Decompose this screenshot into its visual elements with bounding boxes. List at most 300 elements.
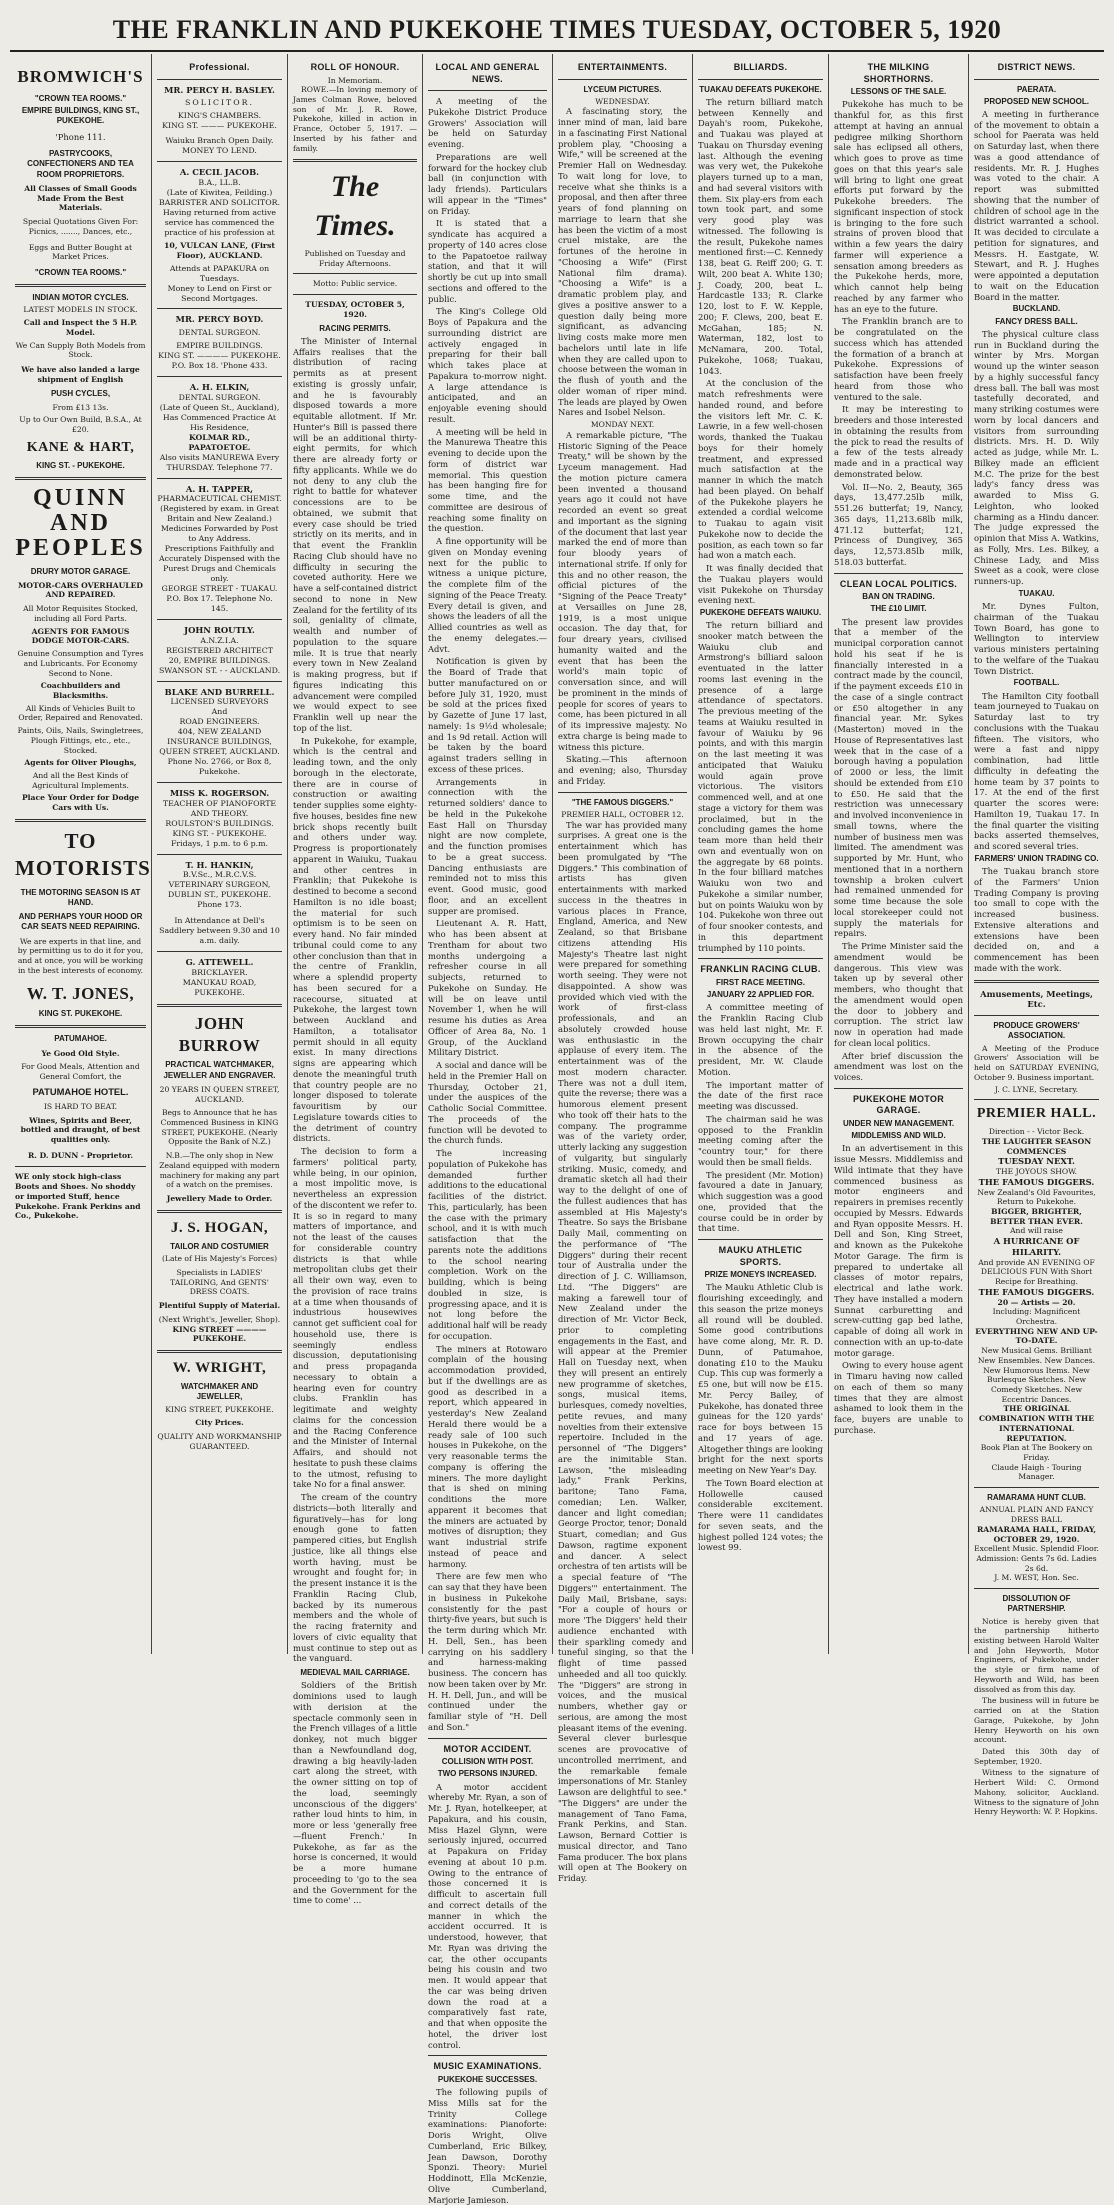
jacob-line: Having returned from active service has commenced the practice of his profession at [162,207,276,237]
column-6-sport [693,54,829,1654]
routly-line: REGISTERED ARCHITECT [166,645,273,655]
racing-club-heading: FRANKLIN RACING CLUB. [700,964,821,975]
tapper-line: P.O. Box 17. Telephone No. 145. [166,594,273,614]
dissolution-para: Dated this 30th day of September, 1920. [974,1746,1099,1766]
buckland-sub: BUCKLAND. [1012,304,1061,314]
kane-hart: KANE & HART, [26,439,135,455]
ramarama-heading: RAMARAMA HUNT CLUB. [987,1493,1086,1503]
district-heading: DISTRICT NEWS. [997,62,1076,72]
premier-line: Including: Magnificent Orchestra. [992,1307,1081,1326]
roll-of-honour-heading: ROLL OF HONOUR. [310,62,400,72]
tuakau-sub: TUAKAU. [1018,588,1055,598]
times-date: TUESDAY, OCTOBER 5, 1920. [305,300,405,319]
premier-line: THE LAUGHTER SEASON COMMENCES [981,1136,1092,1156]
premier-line: New Musical Gems. Brilliant New Ensembles. New Dances. New Humorous Items. New Burlesque Sketches. New Comedy Sketches. New Eccentric Dances. [977,1346,1096,1404]
article-para: The present law provides that a member of the municipal corporation cannot hold his seat if he is financially interested in a contract made by the council, if the payment exceeds £10 in the case of a single contract or £50 altogether in any financial year. Mr. Sykes (Masterton) moved in the House of Representatives last week that in the case of a borough having a population of 2000 or less, the limit should be extended from £10 to £50. He said that the restriction was unnecessary and involved inconvenience in small towns, where the number of business men was limited. The amendment was supported by Mr. Hunt, who mentioned that in a northern township a broken culvert had remained unmended for some time because the sole local storekeeper could not supply the materials for repairs. [834,616,963,939]
bromwich-phone: 'Phone 111. [55,132,106,143]
hogan-line: (Next Wright's, Jeweller, Shop). [158,1314,281,1324]
entertainments-heading: ENTERTAINMENTS. [577,62,668,72]
column-3-editorial [288,54,423,1906]
divider [157,619,282,620]
news-para: It is stated that a syndicate has acquired a property of 140 acres close to the Papatoetoe railway station, and that it will shortly be cut up into small sections and offered to the public. [428,218,547,304]
burrow-line: N.B.—The only shop in New Zealand equipped with modern machinery for making any part of a watch on the premises. [159,1151,280,1190]
tapper-line: (Registered by exam. in Great Britain and New Zealand.) [160,504,279,524]
garage-sub: UNDER NEW MANAGEMENT. [842,1118,955,1128]
boyd-name: MR. PERCY BOYD. [175,314,264,325]
premier-line: And provide AN EVENING OF DELICIOUS FUN With Short Recipe for Breathing. [978,1257,1095,1287]
article-para: The Franklin branch are to be congratulated on the success which has attended the formation of a branch at Pukekohe. Expressions of satisfaction have been freely heard from those who ventured to the sale. [834,316,963,402]
district-para: The Tuakau branch store of the Farmers' Union Trading Company is proving too small to cope with the increased business. Extensive alterations and extensions have been decided on, and a commencement has been made with the work. [974,866,1099,973]
column-8-district [969,54,1104,1817]
divider [293,294,417,295]
monday-sub: MONDAY NEXT. [590,420,655,430]
drury-line-5: Coachbuilders and Blacksmiths. [40,681,121,700]
sport-para: The chairman said he was opposed to the Franklin meeting coming after the "country tour," for there would then be small fields. [698,1113,823,1167]
drury-line-2: All Motor Requisites Stocked, including all Ford Parts. [23,604,138,623]
premier-line: THE ORIGINAL COMBINATION WITH THE INTERNATIONAL REPUTATION. [978,1404,1095,1443]
card-elkin [157,382,282,473]
garage-sub2: MIDDLEMISS AND WILD. [851,1131,946,1141]
hankin-name: T. H. HANKIN, [185,859,254,870]
tm-line-1: THE MOTORING SEASON IS AT HAND. [20,887,141,907]
elkin-line: KOLMAR RD., PAPATOETOE. [188,432,251,452]
premier-line: Claude Haigh - Touring Manager. [991,1462,1082,1482]
divider [157,854,282,855]
hogan-line: Plentiful Supply of Material. [158,1301,281,1311]
divider [698,1239,823,1240]
bromwich-eggs: Eggs and Butter Bought at Market Prices. [28,242,133,262]
burrow-line: 20 YEARS IN QUEEN STREET, AUCKLAND. [159,1084,280,1104]
buckland-sub2: FANCY DRESS BALL. [995,316,1078,326]
news-para: Arrangements in connection with the returned soldiers' dance to be held in the Pukekohe East Hall on Thursday night are now complete, and the function promises to be a great success. Dancing enthusiasts are reminded not to miss this event. Good music, good floor, and an excellent supper are promised. [428,776,547,916]
times-title: The Times. [314,170,396,242]
drury-line-8: Agents for Oliver Ploughs, [24,758,137,768]
premier-line: Direction - - Victor Beck. [988,1127,1085,1137]
push-cycles: PUSH CYCLES, [50,389,111,399]
premier-line: Book Plan at The Bookery on Friday. [980,1443,1093,1462]
motor-sub: COLLISION WITH POST. [441,1757,534,1767]
column-4-local-news [423,54,553,2205]
editorial-para: The Minister of Internal Affairs realises that the distribution of racing permits as at present existing is grossly unfair, and he is favourably disposed towards a more equitable allotment. If Mr. Hunter's Bill is passed there will be an additional thirty-eight permits, for which there are already forty or fifty applicants. While we do not deny to any club the right to battle for whatever concessions are to be obtained, we submit that every case should be tried strictly on its merits, and in that event the Franklin Racing Club should have no difficulty in securing the coveted authority. Here we have a self-contained district second to none in New Zealand for the fertility of its soil, geniality of climate, wealth and number of population to the square mile. It is true that nearly every town in New Zealand is making progress, but if figures indicating this advancement were compiled we would expect to see Franklin well up near the top of the list. [293,335,417,733]
divider [293,273,417,274]
divider [698,958,823,959]
sport-para: A committee meeting of the Franklin Racing Club was held last night, Mr. F. Brown occupying the chair in the absence of the president, Mr. W. Claude Motion. [698,1002,823,1077]
clean-politics-heading: CLEAN LOCAL POLITICS. [839,578,958,589]
sport-para: The important matter of the date of the first race meeting was discussed. [698,1079,823,1112]
card-basley [157,85,282,157]
routly-line: SWANSON ST. - - AUCKLAND. [158,665,281,675]
divider [157,681,282,682]
elkin-line: DENTAL SURGEON. [178,392,261,402]
column-2-professional [152,54,288,1654]
columns [10,54,1104,2205]
attewell-line: PUKEKOHE. [194,987,245,997]
divider [15,1166,146,1167]
premier-line: A HURRICANE OF HILARITY. [993,1236,1080,1257]
wright-line: KING STREET, PUKEKOHE. [165,1404,274,1414]
premier-sub: PREMIER HALL, OCTOBER 12. [561,809,684,819]
drury-line-1: MOTOR-CARS OVERHAULED AND REPAIRED. [18,580,143,600]
hankin-line: Phone 173. [197,900,242,910]
pat-line-2: For Good Meals, Attention and General Comfort, the [21,1062,140,1082]
boyd-line: P.O. Box 18. 'Phone 433. [171,361,268,371]
racing-permits-heading: RACING PERMITS. [319,323,391,333]
jones-addr: KING ST. PUKEKOHE. [38,1009,123,1019]
district-para: The physical culture class run in Buckland during the winter by Mrs. Morgan wound up the winter season by a highly successful fancy dress ball. The ball was most tastefully decorated, and many striking costumes were worn by local dancers and visitors from surrounding districts. Mrs. H. D. Wily acted as judge, while Mr. L. Bilkey made an efficient M.C. The prize for the best lady's fancy dress was awarded to Miss G. Leighton, who looked charming as a Hindu dancer. The judge expressed the opinion that Miss A. Watkins, as Folly, Mrs. Les. Bilkey, a Chinese Lady, and Miss Sweet as a cook, were close runners-up. [974,328,1099,587]
card-boyd [157,314,282,371]
medieval-heading: MEDIEVAL MAIL CARRIAGE. [300,1668,410,1678]
dissolution-para: Witness to the signature of Herbert Wild: C. Ormond Mahony, solicitor, Auckland. Witness to the signature of John Henry Heyworth: W. P. Hopkins. [974,1768,1099,1817]
wright-line: City Prices. [195,1418,244,1428]
tapper-line: Medicines Forwarded by Post to Any Address. [160,524,279,544]
column-5-entertainments [553,54,693,1884]
rogerson-line: ROULSTON'S BUILDINGS. [165,818,274,828]
pat-line-4: Wines, Spirits and Beer, bottled and draught, of best qualities only. [20,1115,141,1144]
premier-line: 20 — Artists — 20. [997,1297,1076,1307]
news-para: Lieutenant A. R. Hatt, who has been absent at Trentham for about two months undergoing a refresher course in all subjects, returned to Pukekohe on Sunday. He will be on leave until November 1, when he will resume his duties as Area Officer of Area 8a, No. 1 Group, of the Auckland Military District. [428,918,547,1058]
divider [157,1210,282,1213]
divider [157,1004,282,1007]
district-para: A meeting in furtherance of the movement to obtain a school for Paerata was held on Saturday last, when there was a good attendance of residents. Mr. R. J. Hughes was voted to the chair. A report was submitted showing that the number of children of school age in the district warranted a school. It was decided to circulate a petition for signatures, and Messrs. H. Eastgate, W. Stewart, and R. J. Hughes were appointed a deputation to wait on the Education Board in the matter. [974,108,1099,302]
pat-dunn: R. D. DUNN - Proprietor. [27,1150,134,1160]
ent-para: A remarkable picture, "The Historic Signing of the Peace Treaty," will be shown by the Lyceum management. Had the motion picture camera been invented a thousand years ago it could not have recorded an event so great and important as the signing of the document that last year marked the end of more than four bloody years of international strife. If only for this and no other reason, the official pictures of the "Signing of the Peace Treaty" at Versailles on June 28, 1919, is a most unique occasion. The day that, for four dreary years, civilised humanity waited and the event that has been the world's main topic of conversation since, and will be prominent in the minds of people for scores of years to come, has been pictured in all of its impressive majesty. No extra charge is being made to witness this picture. [558,429,687,752]
tapper-line: Prescriptions Faithfully and Accurately Dispensed with the Purest Drugs and Chemicals only. [159,544,280,584]
editorial-para: The cream of the country districts—both literally and figuratively—has for long enough gone to fatten pampered cities, but English justice, like all things else worth having, must be wrought and fought for; in the present instance it is the Franklin Racing Club, backed by its numerous members and the whole of the racing fraternity and lovers of civic equality that must continue to step out as the vanguard. [293,1492,417,1664]
hankin-line: DUBLIN ST., PUKEKOHE. [167,890,272,900]
clean-sub: BAN ON TRADING. [862,592,935,602]
basley-line: MONEY TO LEND. [182,146,257,156]
dissolution-para: Notice is hereby given that the partnership hitherto existing between Harold Walter and John Heyworth, Motor Engineers, of Pukekohe, under the style or firm name of Heyworth and Wild, has been dissolved as from this day. [974,1616,1099,1694]
paerata-sub2: PROPOSED NEW SCHOOL. [984,96,1089,106]
lyceum-sub: LYCEUM PICTURES. [583,84,662,94]
card-rogerson [157,788,282,849]
rogerson-line: KING ST. - PUKEKOHE. [172,828,267,838]
editorial-para: In Pukekohe, for example, which is the central and leading town, and the only borough in the electorate, there are in course of construction or awaiting tender supplies some eighty-five houses, besides fine new brick shops recently built and others under way. Progress is proportionately apparent in Waiuku, Tuakau and other centres in Franklin; that Pukekohe is destined to become a second Hamilton is no idle boast; the material for such optimism is to be seen on every hand. No fair minded tribunal could come to any other conclusion than that in the centre of Franklin, where a splendid property has been secured for a racecourse, situated at Pukekohe, the largest town between Auckland and Hamilton, a totalisator permit should in all equity exist. In many directions signs are appearing which denote the meaningful truth that country people are no longer disposed to tolerate favouritism by our Legislature towards cities to the detriment of country districts. [293,735,417,1144]
premier-line: BIGGER, BRIGHTER, BETTER THAN EVER. [990,1206,1083,1226]
news-para: The miners at Rotowaro complain of the housing accommodation provided, but if the dwellings are as good as described in a report, which appeared in yesterday's New Zealand Herald there would be a ready sale of 100 such houses in Pukekohe, on the very reasonable terms the company is offering the miners. The more daylight that is shed on mining conditions the more apparent it becomes that the miners are actuated by motives of disruption; they want industrial strife instead of peace and harmony. [428,1343,547,1569]
bromwich-sub: "CROWN TEA ROOMS." [34,93,127,103]
card-routly [157,625,282,676]
sport-para: The president (Mr. Motion) favoured a date in January, which suggestion was a good one, provided that the course could be in order by that time. [698,1169,823,1234]
basley-line: KING'S CHAMBERS. [177,111,262,121]
divider [157,478,282,479]
indian-stock: LATEST MODELS IN STOCK. [23,305,138,315]
wednesday-sub: WEDNESDAY. [595,96,650,106]
hogan-line: KING STREET ———— PUKEKOHE. [172,1324,267,1344]
ramarama-line: ANNUAL PLAIN AND FANCY DRESS BALL [979,1505,1094,1525]
divider [157,161,282,162]
article-para: After brief discussion the amendment was lost on the voices. [834,1050,963,1082]
jacob-line: (Late of Kiwitea, Feilding.) [166,187,273,197]
wright-line: QUALITY AND WORKMANSHIP GUARANTEED. [157,1432,282,1451]
news-para: Notification is given by the Board of Trade that butter manufactured on or before July 31, 1920, must be sold at the prices fixed by Gazette of June 17 last, namely: 1s 9½d wholesale; and 1s 9d retail. Action will be taken by the board against traders selling in excess of these prices. [428,656,547,774]
hankin-line: B.V.Sc., M.R.C.V.S. [182,870,257,880]
milking-heading: THE MILKING SHORTHORNS. [863,62,934,84]
professional-heading: Professional. [189,62,250,72]
article-para: Pukekohe has much to be thankful for, as this first attempt at having an annual pedigree milking Shorthorn sale has eclipsed all others, which goes to prove as time goes on that this year's sale will bring to light one great efforts put forward by the Pukekohe breeders. The significant inspection of stock is bringing to the fore such strains of proven blood that within a few years the dairy farmer will experience a sensation among breeders as the Pukekohe herds, more, which cannot help being reached by any farmer who has an eye to the future. [834,99,963,314]
card-hankin [157,860,282,947]
divider [15,284,146,287]
article-para: The Prime Minister said the amendment would be dangerous. This view was taken up by several other members, who thought that the amendment would open the door to jobbery and corruption. The strict law now in operation had made for clean local politics. [834,941,963,1048]
drury-line-7: Paints, Oils, Nails, Swingletrees, Plough Fittings, etc., etc., Stocked. [17,726,144,755]
ramarama-line: J. M. WEST, Hon. Sec. [994,1573,1079,1583]
sport-para: The Town Board election at Hollowelle caused considerable excitement. There were 11 candidates for seven seats, and the highest polled 124 votes; the lowest 99. [698,1477,823,1553]
motor-accident-heading: MOTOR ACCIDENT. [443,1743,532,1754]
bromwich-addr: EMPIRE BUILDINGS, KING ST., PUKEKOHE. [21,105,140,126]
boots-ad: WE only stock high-class Boots and Shoes. No shoddy or imported Stuff, hence Pukekohe. Frank Perkins and Co., Pukekohe. [15,1172,141,1221]
card-blake [157,687,282,778]
routly-line: 20, EMPIRE BUILDINGS. [168,655,271,665]
divider [974,1015,1099,1016]
rogerson-line: Fridays, 1 p.m. to 6 p.m. [171,838,268,848]
times-published: Published on Tuesday and Friday Afternoons. [304,249,406,268]
district-para: Mr. Dynes Fulton, chairman of the Tuakau Town Board, has gone to Wellington to interview various ministers pertaining to the welfare of the Tuakau Town District. [974,601,1099,676]
hankin-line: VETERINARY SURGEON, [168,880,271,890]
jacob-name: A. CECIL JACOB. [179,167,260,178]
diggers-heading: "THE FAMOUS DIGGERS." [571,797,674,807]
basley-name: MR. PERCY H. BASLEY. [164,84,275,95]
clean-sub2: THE £10 LIMIT. [870,604,927,614]
bromwich-name: BROMWICH'S [17,67,144,86]
football-sub: FOOTBALL. [1013,678,1060,688]
divider [157,782,282,783]
jacob-line: B.A., LL.B. [198,177,241,187]
hogan-line: Specialists in LADIES' TAILORING, And GENTS' DRESS COATS. [170,1267,269,1297]
card-attewell [157,957,282,998]
push-price: From £13 13s. [52,402,109,412]
pat-line-3: IS HARD TO BEAT. [43,1101,118,1111]
elkin-name: A. H. ELKIN, [189,382,250,393]
hogan-line: (Late of His Majesty's Forces) [161,1254,278,1264]
divider [558,792,687,793]
wright-name: W. WRIGHT, [172,1359,267,1376]
to-motorists-title: TO MOTORISTS [15,828,151,880]
ramarama-line: Admission: Gents 7s 6d. Ladies 2s 6d. [976,1553,1097,1573]
divider [157,308,282,309]
divider [974,79,1099,80]
divider [428,90,547,91]
article-para: In an advertisement in this issue Messrs. Middlemiss and Wild intimate that they have commenced business as motor engineers and repairers in premises recently occupied by Messrs. Edwards and Ryan opposite Messrs. H. Dell and Son, King Street, and known as the Pukekohe Motor Garage. The firm is prepared to undertake all classes of motor repairs, electrical and lathe work. They have installed a modern Sunnat carburetting and screw-cutting gap bed lathe, capable of doing all work in connection with an up-to-date motor garage. [834,1143,963,1358]
burrow-line: Begs to Announce that he has Commenced Business in KING STREET, PUKEKOHE. (Nearly Opposite the Bank of N.Z.) [160,1108,279,1147]
tapper-name: A. H. TAPPER, [185,483,254,494]
divider [698,79,823,80]
hogan-line: TAILOR AND COSTUMIER [170,1241,269,1251]
divider [293,159,417,162]
attewell-name: G. ATTEWELL. [185,957,254,968]
local-news-heading: LOCAL AND GENERAL NEWS. [435,62,540,84]
bromwich-crown: "CROWN TEA ROOMS." [34,267,127,277]
music-sub: PUKEKOHE SUCCESSES. [437,2074,538,2084]
card-tapper [157,484,282,614]
sport-para: The return billiard match between Kennelly and Dayah's room, Pukekohe, and Tuakau was played at Tuakau on Thursday evening last. Although the evening was very wet, the Pukekohe players turned up to a man, and had several visitors with them. Six play-ers from each town took part, and some very good play was witnessed. The following is the result, Pukekohe names mentioned first:—C. Kennedy 138, beat G. Reiff 200; G. T. Wilt, 200 beat A. White 130; J. Coady, 200, beat L. Hardcastle 133; R. Clarke 120, lost to F. W. Kepple, 200; F. Clews, 200, beat E. McGahan, 185; N. Waterman, 182, lost to McNamara, 200. Total, Pukekohe, 1068; Tuakau, 1043. [698,96,823,376]
jones-name: W. T. JONES, [26,984,135,1004]
premier-line: TUESDAY NEXT. [998,1156,1075,1167]
racing-club-sub: FIRST RACE MEETING. [716,978,805,987]
quinn-peoples-title: QUINN AND PEOPLES [15,484,146,562]
tm-line-3: We are experts in that line, and by permitting us to do it for you, and at once, you will be working in the best interests of economy. [17,936,144,975]
jacob-line: Attends at PAPAKURA on Tuesdays. [169,263,270,283]
rogerson-name: MISS K. ROGERSON. [169,788,270,799]
premier-line: New Zealand's Old Favourites, Return to Pukekohe. [977,1187,1096,1207]
article-para: It may be interesting to breeders and those interested in obtaining the results from the pick to read the results of a few of the tests already made and in a practical way demonstrated below. [834,404,963,479]
roll-text: ROWE.—In loving memory of James Colman Rowe, beloved son of Mr. J. R. Rowe, Pukekohe, killed in action in France, October 5, 1917. —Inserted by his father and family. [293,85,417,153]
ent-para: A fascinating story, the inner mind of man, laid bare in a fascinating First National problem play, "Choosing a Wife," will be screened at the Premier Hall on Wednesday. To wait long for love, to receive what she thinks is a proposal, and then after three years of fond planning on marriage to learn that she has been the victim of a most cruel mistake, are the fortunes of the heroine in "Choosing a Wife" (First National film drama). "Choosing a Wife" is a dramatic problem play, and gives a positive answer to a question daily being more significant, as advancing living costs make more men bachelors until late in life when they are called upon to choose between the woman in the flush of youth and the older woman of riper mind. The leads are played by Owen Nares and Isobel Nelson. [558,106,687,418]
blake-line: LICENSED SURVEYORS [170,697,269,707]
bromwich-goods: PASTRYCOOKS, CONFECTIONERS AND TEA ROOM PROPRIETORS. [27,149,134,179]
news-para: The increasing population of Pukekohe has demanded further additions to the educational facilities of the district. This, particularly, has been the case with the primary school, and it is with much satisfaction that the parents note the additions to the school nearing completion. Work on the building, which is being doubled in size, is progressing apace, and it is not long before the additional half will be ready for occupation. [428,1148,547,1341]
kane-addr: KING ST. - PUKEKOHE. [36,460,125,470]
bromwich-goods2: All Classes of Small Goods Made From the Best Materials. [24,183,137,213]
wright-line: WATCHMAKER AND JEWELLER, [180,1382,259,1402]
article-para: Vol. II—No. 2, Beauty, 365 days, 13,477.25lb milk, 551.26 butterfat; 19, Nancy, 365 days, 11,213.68lb milk, 471.12 butterfat; 121, Princess of Dungivey, 365 days, 12,573.85lb milk, 518.03 butterfat. [834,481,963,567]
mauku-heading: MAUKU ATHLETIC SPORTS. [718,1245,803,1267]
news-para: The following pupils of Miss Mills sat for the Trinity College examinations: Pianoforte: Doris Wright, Olive Cumberland, Eric Bilkey, Jean Dawson, Dorothy Sponzi. Theory: Muriel Hoddinott, Ella McKenzie, Olive Cumberland, Marjorie Jamieson. [428,2087,547,2205]
divider [974,980,1099,983]
divider [157,951,282,952]
burrow-line: Jewellery Made to Order. [166,1194,273,1204]
divider [558,79,687,80]
news-para: A meeting will be held in the Manurewa Theatre this evening to decide upon the form of district war memorial. This question has been hanging fire for some time, and the committee are desirous of reaching some finality on the question. [428,426,547,534]
basley-line: KING ST. ——— PUKEKOHE. [162,121,277,131]
blake-name: BLAKE AND BURRELL. [164,686,275,697]
patumahoe: PATUMAHOE. [54,1034,107,1044]
produce-heading: PRODUCE GROWERS' ASSOCIATION. [993,1021,1080,1041]
rogerson-line: TEACHER OF PIANOFORTE AND THEORY. [162,798,277,818]
billiards-sub: TUAKAU DEFEATS PUKEKOHE. [699,84,822,94]
divider [428,1738,547,1739]
card-jacob [157,167,282,303]
editorial-para: Soldiers of the British dominions used to laugh with derision at the spectacle commonly seen in the French villages of a little donkey, not much bigger than a Newfoundland dog, drawing a big heavily-laden cart along the street, with the owner sitting on top of the load, seemingly unconscious of the diggers' rather loud hints to him, in more or less 'generally free—fluent French.' In Pukekohe, as far as the horse is concerned, it would be a more humane proceeding to 'go to the sea and the Government for the time to come' ... [293,1680,417,1906]
blake-line: Phone No. 2766, or Box 8, Pukekohe. [167,757,272,777]
dissolution-heading: DISSOLUTION OF PARTNERSHIP. [1002,1594,1071,1614]
milking-sub: LESSONS OF THE SALE. [850,87,947,97]
attewell-line: MANUKAU ROAD, [182,977,257,987]
elkin-line: (Late of Queen St., Auckland), Has Commenced Practice At His Residence, [159,402,280,432]
routly-name: JOHN ROUTLY. [184,624,255,635]
sport-para: It was finally decided that the Tuakau players would visit Pukekohe on Thursday evening next. [698,563,823,606]
pat-line-1: Ye Good Old Style. [41,1048,120,1058]
news-para: A motor accident whereby Mr. Ryan, a son of Mr. J. Ryan, hotelkeeper, at Papakura, and his cousin, Miss Hazel Glynn, were seriously injured, occurred at Papakura on Friday evening at about 10 p.m. Owing to the entrance of those concerned it is difficult to ascertain full and correct details of the manner in which the accident occurred. It is understood, however, that Mr. Ryan was driving the car, the other occupants being his cousin and two men. It would appear that the car was being driven down the road at a comparatively fast rate, and that when opposite the hotel, the driver lost control. [428,1781,547,2050]
tapper-line: PHARMACEUTICAL CHEMIST. [157,494,282,504]
indian-supply: We Can Supply Both Models from Stock. [15,340,146,360]
blake-line: 404, NEW ZEALAND INSURANCE BUILDINGS, [167,727,272,747]
drury-line-3: AGENTS FOR FAMOUS DODGE MOTOR-CARS. [31,626,130,646]
basley-line: Waiuku Branch Open Daily. [165,136,274,146]
tm-line-2: AND PERHAPS YOUR HOOD OR CAR SEATS NEED REPAIRING. [18,912,143,932]
district-para: The Hamilton City football team journeyed to Tuakau on Saturday last to try conclusions with the Tuakau fifteen. The visitors, who were a fast and nippy combination, had little difficulty in defeating the home team by 37 points to 17. At the end of the first quarter the scores were: Hamilton 19, Tuakau 17. In the final quarter the visiting backs asserted themselves, and scored several tries. [974,690,1099,852]
divider [834,573,963,574]
drury-garage: DRURY MOTOR GARAGE. [30,566,131,576]
ent-para: Skating.—This afternoon and evening; also, Thursday and Friday. [558,754,687,786]
burrow-line: PRACTICAL WATCHMAKER, JEWELLER AND ENGRAVER. [163,1060,276,1080]
divider [834,1088,963,1089]
news-para: A meeting of the Pukekohe District Produce Growers' Association will be held on Saturday evening. [428,96,547,150]
indian-call: Call and Inspect the 5 H.P. Model. [23,318,138,337]
divider [15,819,146,822]
produce-para: A Meeting of the Produce Growers' Association will be held on SATURDAY EVENING, October 9. Business important. [974,1043,1099,1082]
garage-heading: PUKEKOHE MOTOR GARAGE. [852,1093,945,1116]
divider [157,1350,282,1353]
dissolution-para: The business will in future be carried on at the Station Garage, Pukekohe, by John Henry Heyworth on his own account. [974,1696,1099,1745]
premier-line: THE FAMOUS DIGGERS. [978,1286,1095,1297]
premier-line: EVERYTHING NEW AND UP-TO-DATE. [975,1326,1098,1346]
divider [157,376,282,377]
amusements-heading: Amusements, Meetings, Etc. [980,988,1093,1010]
hogan-name: J. S. HOGAN, [170,1219,269,1236]
premier-hall-heading: PREMIER HALL. [976,1106,1097,1122]
burrow-name: JOHN BURROW [178,1013,261,1055]
blake-line: QUEEN STREET, AUCKLAND. [159,747,280,757]
drury-line-9: And all the Best Kinds of Agricultural Implements. [32,770,129,790]
boyd-line: KING ST. ———— PUKEKOHE. [158,351,281,361]
paerata-sub: PAERATA. [1016,84,1057,94]
routly-line: A.N.Z.I.A. [200,635,239,645]
racing-club-sub2: JANUARY 22 APPLIED FOR. [706,990,815,1000]
hankin-line: In Attendance at Dell's Saddlery between 9.30 and 10 a.m. daily. [159,916,280,946]
jacob-line: 10, VULCAN LANE, (First Floor), AUCKLAND. [163,240,276,260]
jacob-line: BARRISTER AND SOLICITOR. [159,197,280,207]
news-para: A social and dance will be held in the Premier Hall on Thursday, October 21, under the auspices of the Catholic Social Committee. The proceeds of the function will be devoted to the church funds. [428,1060,547,1146]
sport-para: The return billiard and snooker match between the Waiuku club and Armstrong's billiard saloon eventuated in the latter rooms last evening in the presence of a large attendance of spectators. The previous meeting of the teams at Waiuku resulted in favour of Waiuku by 96 points, and with this margin on the last meeting it was anticipated that Waiuku would again prove victorious. The visitors commenced well, and at one stage a victory for them was proclaimed, but in the concluding games the home team more than held their own and eventually won on the aggregate by 68 points. In the four billiard matches Waiuku won two and Pukekohe a similar number, but on points Waiuku won by 104. Pukekohe won three out of four snooker contests, and in this department triumphed by 110 points. [698,620,823,953]
motor-sub2: TWO PERSONS INJURED. [437,1769,538,1779]
divider [974,1099,1099,1100]
divider [974,1588,1099,1589]
divider [15,477,146,480]
jacob-line: Money to Lend on First or Second Mortgages. [167,283,272,303]
patumahoe-hotel: PATUMAHOE HOTEL. [32,1085,129,1097]
indian-title: INDIAN MOTOR CYCLES. [32,293,129,303]
masthead-title: THE FRANKLIN AND PUKEKOHE TIMES TUESDAY, OCTOBER 5, 1920 [10,8,1104,52]
in-memoriam: In Memoriam. [327,75,383,85]
editorial-para: The decision to form a farmers' political party, while being, in our opinion, a most impolitic move, is nevertheless an expression of the discontent we refer to. It is so in regard to many matters of importance, and not the least of the causes for considerable country districts is that while metropolitan clubs get their all their own way, even to the provision of race trains at a time when thousands of industrious housewives cannot get sufficient coal for household use, there is seemingly endless discussion, deputationising and press propaganda necessary to obtain a hearing even for country clubs. Franklin has legitimate and weighty claims for the concession and the Racing Conference and the Minister of Internal Affairs, and should not hesitate to push these claims to the utmost, refusing to take No for a final answer. [293,1146,417,1490]
sport-para: At the conclusion of the match refreshments were handed round, and before the visitors left Mr. C. K. Lawrie, in a few well-chosen words, thanked the Tuakau boys for their homely treatment, and expressed much satisfaction at the manner in which the match had been played. On behalf of the Pukekohe players he extended a cordial welcome to Tuakau to again visit Pukekohe now to decide the position, as each town so far had won a match each. [698,378,823,561]
farmers-sub: FARMERS' UNION TRADING CO. [974,853,1099,863]
news-para: There are few men who can say that they have been in business in Pukekohe consistently for the past thirty-five years, but such is the term during which Mr. H. Dell, Sen., has been carrying on his saddlery and harness-making business. The concern has now been taken over by Mr. H. H. Dell, Jun., and will be continued under the familiar style of "H. Dell and Son." [428,1571,547,1732]
premier-line: And will raise [1010,1226,1063,1236]
ramarama-line: RAMARAMA HALL, FRIDAY, OCTOBER 29, 1920. [976,1524,1097,1544]
blake-line: ROAD ENGINEERS. [179,717,260,727]
column-7-shorthorns [829,54,969,1654]
attewell-line: BRICKLAYER. [191,967,248,977]
bromwich-quotes: Special Quotations Given For: Picnics, ......., Dances, etc., [22,217,139,236]
push-bsa: Up to Our Own Build, B.S.A., At £20. [19,415,142,435]
billiards-heading: BILLIARDS. [733,62,788,72]
news-para: The King's College Old Boys of Papakura and the surrounding district are actively engaged in preparing for their ball which takes place at Papakura to-morrow night. A large attendance is anticipated, and an enjoyable evening should result. [428,306,547,424]
sport-para: The Mauku Athletic Club is flourishing exceedingly, and this season the prize moneys all round will be doubled. Some good contributions have come along, Mr. R. D. Dunn, of Patumahoe, donating £10 to the Mauku Cup. This cup was formerly a £5 one, but will now be £15. Mr. Percy Bailey, of Pukekohe, has donated three guineas for the 120 yards' race for boys between 15 and 17 years of age. Altogether things are looking bright for the next sports meeting on New Year's Day. [698,1282,823,1476]
article-para: Owing to every house agent in Timaru having now called on each of them so many times that they are almost ashamed to look them in the face, buyers are unable to purchase. [834,1360,963,1435]
waiuku-sub: PUKEKOHE DEFEATS WAIUKU. [699,608,822,617]
divider [428,2055,547,2056]
music-heading: MUSIC EXAMINATIONS. [433,2061,542,2072]
divider [974,1487,1099,1488]
column-1-ads [10,54,152,1654]
boyd-line: EMPIRE BUILDINGS. [176,341,263,351]
divider [15,1025,146,1028]
times-motto: Motto: Public service. [312,279,398,289]
news-para: Preparations are well forward for the hockey club ball (in conjunction with lady friends). Particulars will appear in the "Times" on Friday. [428,151,547,216]
tapper-line: GEORGE STREET - TUAKAU. [161,584,278,594]
elkin-line: Also visits MANUREWA Every THURSDAY. Telephone 77. [159,452,280,472]
drury-line-6: All Kinds of Vehicles Built to Order, Repaired and Renovated. [18,703,143,723]
blake-line: And [211,707,228,717]
indian-shipment: We have also landed a large shipment of English [21,365,140,384]
ent-para: The war has provided many surprises. A great one is the entertainment which has been promulgated by "The Diggers." This combination of artists has given entertainments with marked success in the theatres in various places in France, England, America, and New Zealand, so that Brisbane citizens attending His Majesty's Theatre last night were prepared for something worth seeing. They were not disappointed. A show was provided which vied with the work of first-class professionals, and an absolutely crowded house was enthusiastic in the applause of every item. The entertainment was of the most modern character. There was not a dull item, quite the reverse; there was a humorous element present who took off their hats to the company. The programme was of the variety order, utterly lacking any suggestion of vulgarity, but singularly striking. Music, comedy, and dramatic sketch all had their way to the delight of one of the fullest audiences that has assembled at His Majesty's Theatre. So says the Brisbane Daily Mail, commenting on the performance of "The Diggers" during their recent tour of Australia under the direction of J. C. Williamson, Ltd. "The Diggers" are making a farewell tour of New Zealand under the direction of Mr. Victor Beck, prior to completing engagements in the East, and will appear at the Premier Hall on Tuesday next, when they will present an entirely new programme of sketches, songs, musical items, burlesques, comedy novelties, petite revues, and many novelties from their extensive repertoire. Included in the personnel of "The Diggers" are the inimitable Stan. Lawson, "the misleading lady," Frank Perkins, baritone; Tano Fama, comedian; Len. Walker, dancer and light comedian; George Proctor, tenor; Donald Stuart, comedian; and Gus Dawson, ragtime exponent and dancer. A select orchestra of ten artists will be a special feature of "The Diggers'" entertainment. The Daily Mail, Brisbane, says: "For a couple of hours or more 'The Diggers' held their audience enchanted with their sparkling comedy and tuneful singing, so that the flight of time passed unheeded and all too quickly. The "Diggers" are strong in voices, and the musical numbers, whether gay or serious, are among the most pleasant items of the evening. Several clever burlesque scenes are provocative of uncontrolled merriment, and the remarkable female impersonations of Mr. Stanley Lawson are delightful to see." "The Diggers" are under the management of Tano Fama, Frank Perkins, and Stan. Lawson, Bernard Cottier is musical director, and Tano Fama producer. The box plans will open at The Bookery on Friday. [558,819,687,1884]
mauku-sub: PRIZE MONEYS INCREASED. [704,1270,817,1280]
basley-line: SOLICITOR. [185,98,254,108]
drury-line-10: Place Your Order for Dodge Cars with Us. [21,793,140,813]
divider [157,79,282,80]
news-para: A fine opportunity will be given on Monday evening next for the public to witness a unique picture, the complete film of the signing of the Peace Treaty. Every detail is given, and shows the leaders of all the Allied countries as well as the enemy delegates.—Advt. [428,536,547,654]
